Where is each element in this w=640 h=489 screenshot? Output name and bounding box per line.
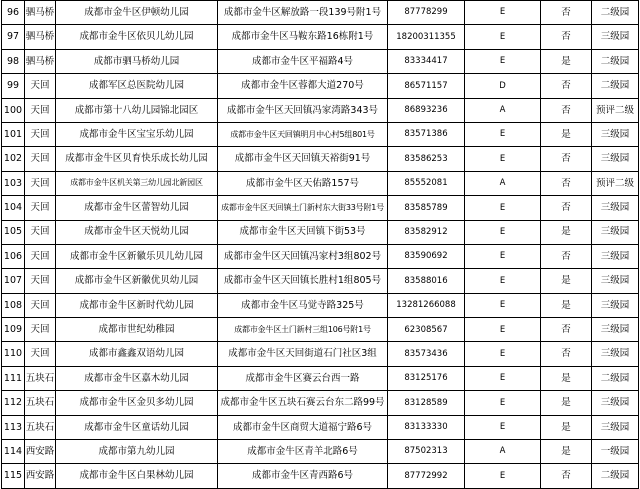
level-cell: 三级园 bbox=[592, 244, 639, 268]
area-cell: 驷马桥 bbox=[25, 25, 56, 49]
level-cell: 三级园 bbox=[592, 25, 639, 49]
row-number-cell: 106 bbox=[2, 244, 25, 268]
level-cell: 预评二级 bbox=[592, 171, 639, 195]
phone-cell: 86893236 bbox=[388, 98, 465, 122]
phone-cell: 86571157 bbox=[388, 74, 465, 98]
address-cell: 成都市金牛区五块石赛云台东二路99号 bbox=[218, 391, 388, 415]
table-row bbox=[2, 293, 639, 317]
public-cell: 否 bbox=[541, 244, 592, 268]
table-body bbox=[2, 1, 639, 489]
row-number-cell: 108 bbox=[2, 293, 25, 317]
grade-cell: E bbox=[465, 49, 541, 73]
phone-cell: 83334417 bbox=[388, 49, 465, 73]
level-cell: 一级园 bbox=[592, 440, 639, 464]
level-cell: 三级园 bbox=[592, 415, 639, 439]
public-cell: 是 bbox=[541, 391, 592, 415]
area-cell: 天回 bbox=[25, 244, 56, 268]
public-cell: 否 bbox=[541, 74, 592, 98]
area-cell: 天回 bbox=[25, 147, 56, 171]
row-number-cell: 99 bbox=[2, 74, 25, 98]
kindergarten-name-cell: 成都市金牛区机关第三幼儿园北新园区 bbox=[56, 171, 218, 195]
table-row bbox=[2, 391, 639, 415]
kindergarten-name-cell: 成都市驷马桥幼儿园 bbox=[56, 49, 218, 73]
public-cell: 是 bbox=[541, 122, 592, 146]
row-number-cell: 115 bbox=[2, 464, 25, 488]
area-cell: 天回 bbox=[25, 318, 56, 342]
public-cell: 是 bbox=[541, 293, 592, 317]
level-cell: 三级园 bbox=[592, 342, 639, 366]
level-cell: 二级园 bbox=[592, 1, 639, 25]
public-cell: 是 bbox=[541, 49, 592, 73]
area-cell: 五块石 bbox=[25, 391, 56, 415]
phone-cell: 83571386 bbox=[388, 122, 465, 146]
phone-cell: 85552081 bbox=[388, 171, 465, 195]
area-cell: 天回 bbox=[25, 293, 56, 317]
address-cell: 成都市金牛区赛云台西一路 bbox=[218, 366, 388, 390]
public-cell: 否 bbox=[541, 318, 592, 342]
grade-cell: E bbox=[465, 318, 541, 342]
table-row bbox=[2, 49, 639, 73]
public-cell: 否 bbox=[541, 147, 592, 171]
grade-cell: E bbox=[465, 269, 541, 293]
table-row bbox=[2, 25, 639, 49]
kindergarten-name-cell: 成都军区总医院幼儿园 bbox=[56, 74, 218, 98]
row-number-cell: 102 bbox=[2, 147, 25, 171]
address-cell: 成都市金牛区马鞍东路16栋附1号 bbox=[218, 25, 388, 49]
row-number-cell: 104 bbox=[2, 196, 25, 220]
table-row bbox=[2, 98, 639, 122]
phone-cell: 62308567 bbox=[388, 318, 465, 342]
level-cell: 二级园 bbox=[592, 49, 639, 73]
area-cell: 天回 bbox=[25, 74, 56, 98]
public-cell: 是 bbox=[541, 269, 592, 293]
grade-cell: E bbox=[465, 244, 541, 268]
area-cell: 天回 bbox=[25, 269, 56, 293]
grade-cell: E bbox=[465, 293, 541, 317]
grade-cell: E bbox=[465, 122, 541, 146]
row-number-cell: 114 bbox=[2, 440, 25, 464]
row-number-cell: 111 bbox=[2, 366, 25, 390]
area-cell: 驷马桥 bbox=[25, 49, 56, 73]
public-cell: 是 bbox=[541, 366, 592, 390]
level-cell: 三级园 bbox=[592, 196, 639, 220]
table-row bbox=[2, 244, 639, 268]
grade-cell: E bbox=[465, 391, 541, 415]
row-number-cell: 110 bbox=[2, 342, 25, 366]
kindergarten-name-cell: 成都市第九幼儿园 bbox=[56, 440, 218, 464]
grade-cell: E bbox=[465, 147, 541, 171]
area-cell: 西安路 bbox=[25, 464, 56, 488]
address-cell: 成都市金牛区天回镇冯家村3组802号 bbox=[218, 244, 388, 268]
row-number-cell: 112 bbox=[2, 391, 25, 415]
kindergarten-name-cell: 成都市金牛区白果林幼儿园 bbox=[56, 464, 218, 488]
phone-cell: 18200311355 bbox=[388, 25, 465, 49]
row-number-cell: 105 bbox=[2, 220, 25, 244]
table-row bbox=[2, 440, 639, 464]
grade-cell: A bbox=[465, 98, 541, 122]
row-number-cell: 113 bbox=[2, 415, 25, 439]
public-cell: 是 bbox=[541, 220, 592, 244]
address-cell: 成都市金牛区青西路6号 bbox=[218, 464, 388, 488]
area-cell: 五块石 bbox=[25, 415, 56, 439]
public-cell: 否 bbox=[541, 196, 592, 220]
phone-cell: 13281266088 bbox=[388, 293, 465, 317]
public-cell: 否 bbox=[541, 464, 592, 488]
row-number-cell: 100 bbox=[2, 98, 25, 122]
row-number-cell: 98 bbox=[2, 49, 25, 73]
public-cell: 否 bbox=[541, 1, 592, 25]
level-cell: 三级园 bbox=[592, 220, 639, 244]
area-cell: 天回 bbox=[25, 342, 56, 366]
phone-cell: 83128589 bbox=[388, 391, 465, 415]
area-cell: 天回 bbox=[25, 98, 56, 122]
row-number-cell: 97 bbox=[2, 25, 25, 49]
kindergarten-name-cell: 成都市金牛区童话幼儿园 bbox=[56, 415, 218, 439]
grade-cell: E bbox=[465, 415, 541, 439]
public-cell: 是 bbox=[541, 415, 592, 439]
table-row bbox=[2, 342, 639, 366]
grade-cell: A bbox=[465, 440, 541, 464]
table-row bbox=[2, 415, 639, 439]
level-cell: 三级园 bbox=[592, 293, 639, 317]
address-cell: 成都市金牛区天回镇明月中心村5组801号 bbox=[218, 122, 388, 146]
area-cell: 天回 bbox=[25, 220, 56, 244]
kindergarten-name-cell: 成都市金牛区新徽优贝幼儿园 bbox=[56, 269, 218, 293]
address-cell: 成都市金牛区蓉都大道270号 bbox=[218, 74, 388, 98]
public-cell: 否 bbox=[541, 171, 592, 195]
public-cell: 否 bbox=[541, 25, 592, 49]
kindergarten-name-cell: 成都市金牛区蕾智幼儿园 bbox=[56, 196, 218, 220]
area-cell: 驷马桥 bbox=[25, 1, 56, 25]
grade-cell: A bbox=[465, 171, 541, 195]
address-cell: 成都市金牛区天佑路157号 bbox=[218, 171, 388, 195]
kindergarten-name-cell: 成都市金牛区天悦幼儿园 bbox=[56, 220, 218, 244]
table-row bbox=[2, 196, 639, 220]
row-number-cell: 109 bbox=[2, 318, 25, 342]
kindergarten-name-cell: 成都市金牛区新时代幼儿园 bbox=[56, 293, 218, 317]
level-cell: 三级园 bbox=[592, 147, 639, 171]
grade-cell: E bbox=[465, 464, 541, 488]
phone-cell: 83133330 bbox=[388, 415, 465, 439]
kindergarten-name-cell: 成都市金牛区宝宝乐幼儿园 bbox=[56, 122, 218, 146]
kindergarten-name-cell: 成都市鑫鑫双语幼儿园 bbox=[56, 342, 218, 366]
row-number-cell: 96 bbox=[2, 1, 25, 25]
table-row bbox=[2, 171, 639, 195]
address-cell: 成都市金牛区天回街道石门社区3组 bbox=[218, 342, 388, 366]
phone-cell: 87772992 bbox=[388, 464, 465, 488]
public-cell: 否 bbox=[541, 342, 592, 366]
address-cell: 成都市金牛区商贸大道福宁路6号 bbox=[218, 415, 388, 439]
row-number-cell: 107 bbox=[2, 269, 25, 293]
level-cell: 二级园 bbox=[592, 464, 639, 488]
table-row bbox=[2, 318, 639, 342]
phone-cell: 83585789 bbox=[388, 196, 465, 220]
kindergarten-name-cell: 成都市金牛区嘉木幼儿园 bbox=[56, 366, 218, 390]
grade-cell: E bbox=[465, 1, 541, 25]
area-cell: 天回 bbox=[25, 122, 56, 146]
kindergarten-table bbox=[1, 0, 639, 489]
level-cell: 二级园 bbox=[592, 74, 639, 98]
grade-cell: E bbox=[465, 220, 541, 244]
level-cell: 三级园 bbox=[592, 318, 639, 342]
area-cell: 天回 bbox=[25, 196, 56, 220]
table-row bbox=[2, 147, 639, 171]
phone-cell: 87778299 bbox=[388, 1, 465, 25]
table-row bbox=[2, 220, 639, 244]
phone-cell: 83590692 bbox=[388, 244, 465, 268]
area-cell: 西安路 bbox=[25, 440, 56, 464]
phone-cell: 87502313 bbox=[388, 440, 465, 464]
address-cell: 成都市金牛区天回镇土门新村东大街33号附1号 bbox=[218, 196, 388, 220]
phone-cell: 83582912 bbox=[388, 220, 465, 244]
address-cell: 成都市金牛区平福路4号 bbox=[218, 49, 388, 73]
address-cell: 成都市金牛区天回镇长胜村1组805号 bbox=[218, 269, 388, 293]
address-cell: 成都市金牛区土门新村三组106号附1号 bbox=[218, 318, 388, 342]
row-number-cell: 103 bbox=[2, 171, 25, 195]
level-cell: 二级园 bbox=[592, 366, 639, 390]
table-row bbox=[2, 1, 639, 25]
address-cell: 成都市金牛区青羊北路6号 bbox=[218, 440, 388, 464]
table-row bbox=[2, 74, 639, 98]
address-cell: 成都市金牛区天回镇冯家湾路343号 bbox=[218, 98, 388, 122]
address-cell: 成都市金牛区解放路一段139号附1号 bbox=[218, 1, 388, 25]
table-row bbox=[2, 122, 639, 146]
kindergarten-name-cell: 成都市金牛区贝育快乐成长幼儿园 bbox=[56, 147, 218, 171]
public-cell: 是 bbox=[541, 440, 592, 464]
area-cell: 天回 bbox=[25, 171, 56, 195]
level-cell: 三级园 bbox=[592, 122, 639, 146]
row-number-cell: 101 bbox=[2, 122, 25, 146]
area-cell: 五块石 bbox=[25, 366, 56, 390]
table-row bbox=[2, 464, 639, 488]
grade-cell: E bbox=[465, 196, 541, 220]
level-cell: 预评二级 bbox=[592, 98, 639, 122]
kindergarten-name-cell: 成都市金牛区伊顿幼儿园 bbox=[56, 1, 218, 25]
phone-cell: 83573436 bbox=[388, 342, 465, 366]
level-cell: 三级园 bbox=[592, 269, 639, 293]
table-row bbox=[2, 269, 639, 293]
public-cell: 否 bbox=[541, 98, 592, 122]
kindergarten-name-cell: 成都市金牛区金贝多幼儿园 bbox=[56, 391, 218, 415]
kindergarten-name-cell: 成都市金牛区依贝儿幼儿园 bbox=[56, 25, 218, 49]
kindergarten-name-cell: 成都市第十八幼儿园锦北园区 bbox=[56, 98, 218, 122]
grade-cell: E bbox=[465, 25, 541, 49]
grade-cell: D bbox=[465, 74, 541, 98]
kindergarten-name-cell: 成都市金牛区新徽乐贝儿幼儿园 bbox=[56, 244, 218, 268]
kindergarten-name-cell: 成都市世纪幼稚园 bbox=[56, 318, 218, 342]
address-cell: 成都市金牛区天回镇天裕街91号 bbox=[218, 147, 388, 171]
level-cell: 三级园 bbox=[592, 391, 639, 415]
address-cell: 成都市金牛区马觉寺路325号 bbox=[218, 293, 388, 317]
phone-cell: 83125176 bbox=[388, 366, 465, 390]
phone-cell: 83586253 bbox=[388, 147, 465, 171]
grade-cell: E bbox=[465, 366, 541, 390]
phone-cell: 83588016 bbox=[388, 269, 465, 293]
address-cell: 成都市金牛区天回镇下街53号 bbox=[218, 220, 388, 244]
grade-cell: E bbox=[465, 342, 541, 366]
table-row bbox=[2, 366, 639, 390]
